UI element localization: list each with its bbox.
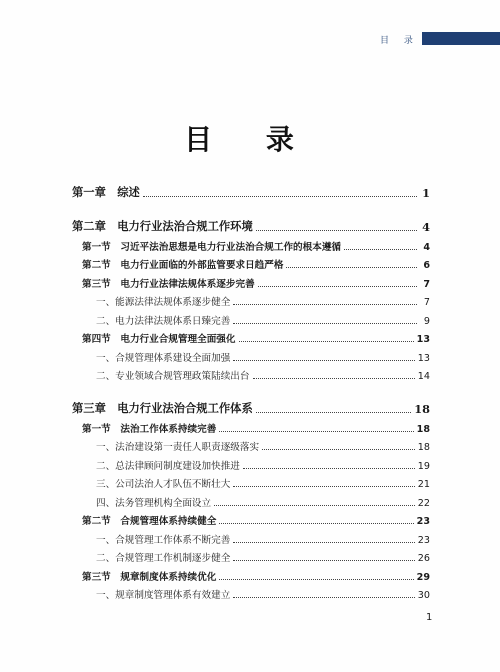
toc-entry-page: 7 xyxy=(423,278,430,290)
toc-entry-page: 19 xyxy=(417,460,430,472)
toc-subsection[interactable] xyxy=(72,453,430,472)
toc-leader-dots xyxy=(233,360,414,361)
page-number: 1 xyxy=(426,612,433,623)
toc-entry-page: 13 xyxy=(416,334,430,345)
toc-entry-page: 21 xyxy=(417,479,430,490)
toc-entry-title: 三、公司法治人才队伍不断壮大 xyxy=(96,479,231,490)
toc-entry-title: 第一章 综述 xyxy=(72,185,140,199)
toc-leader-dots xyxy=(219,523,413,524)
toc-subsection[interactable] xyxy=(72,290,430,309)
toc-leader-dots xyxy=(256,230,417,231)
toc-subsection[interactable] xyxy=(72,546,430,565)
toc-subsection[interactable] xyxy=(72,472,430,491)
toc-entry-title: 第一节 习近平法治思想是电力行业法治合规工作的根本遵循 xyxy=(82,241,342,253)
toc-entry-page: 30 xyxy=(417,590,430,601)
toc-entry-title: 二、专业领域合规管理政策陆续出台 xyxy=(96,371,250,382)
toc-entry-page: 6 xyxy=(423,260,430,271)
toc-leader-dots xyxy=(233,560,414,561)
toc-entry-page: 13 xyxy=(417,352,430,364)
toc-entry-page: 29 xyxy=(416,571,430,583)
toc-leader-dots xyxy=(258,286,417,287)
toc-section[interactable] xyxy=(72,271,430,290)
toc-entry-title: 第二节 电力行业面临的外部监管要求日趋严格 xyxy=(82,260,284,271)
toc-section[interactable] xyxy=(72,327,430,346)
toc-leader-dots xyxy=(214,505,415,506)
toc-entry-title: 一、合规管理体系建设全面加强 xyxy=(96,352,231,364)
toc-leader-dots xyxy=(344,249,417,250)
running-header: 目 录 xyxy=(380,36,419,46)
toc-leader-dots xyxy=(233,486,414,487)
toc-entry-title: 四、法务管理机构全面设立 xyxy=(96,497,212,509)
toc-leader-dots xyxy=(233,304,417,305)
toc-entry-title: 二、总法律顾问制度建设加快推进 xyxy=(96,460,240,472)
toc-entry-page: 14 xyxy=(417,371,430,382)
toc-leader-dots xyxy=(233,542,414,543)
toc-leader-dots xyxy=(233,323,417,324)
toc-leader-dots xyxy=(253,378,415,379)
toc-entry-page: 22 xyxy=(417,497,430,509)
toc-section[interactable] xyxy=(72,253,430,272)
toc-section[interactable] xyxy=(72,416,430,435)
toc-leader-dots xyxy=(286,267,417,268)
toc-entry-page: 7 xyxy=(423,297,430,308)
toc-entry-page: 4 xyxy=(422,220,430,234)
toc-leader-dots xyxy=(233,597,414,598)
toc-subsection[interactable] xyxy=(72,435,430,454)
toc-subsection[interactable] xyxy=(72,527,430,546)
toc-entry-title: 第二章 电力行业法治合规工作环境 xyxy=(72,219,253,233)
toc-entry-title: 第四节 电力行业合规管理全面强化 xyxy=(82,334,236,345)
toc-entry-page: 9 xyxy=(423,315,430,327)
toc-subsection[interactable] xyxy=(72,583,430,602)
toc-entry-page: 18 xyxy=(414,402,430,416)
toc-leader-dots xyxy=(143,196,417,197)
toc-entry-page: 23 xyxy=(416,516,430,527)
toc-entry-title: 一、规章制度管理体系有效建立 xyxy=(96,590,231,601)
toc-entry-title: 二、合规管理工作机制逐步健全 xyxy=(96,553,231,564)
toc-leader-dots xyxy=(239,341,414,342)
toc-subsection[interactable] xyxy=(72,345,430,364)
toc-entry-title: 第三节 规章制度体系持续优化 xyxy=(82,571,217,583)
toc-section[interactable] xyxy=(72,564,430,583)
toc-leader-dots xyxy=(262,449,415,450)
toc-subsection[interactable] xyxy=(72,364,430,383)
toc-subsection[interactable] xyxy=(72,490,430,509)
toc-leader-dots xyxy=(256,412,412,413)
toc-entry-title: 第三章 电力行业法治合规工作体系 xyxy=(72,401,253,415)
toc-subsection[interactable] xyxy=(72,308,430,327)
toc-chapter-3[interactable] xyxy=(72,396,430,416)
toc-leader-dots xyxy=(219,431,413,432)
toc-entry-title: 二、电力法律法规体系日臻完善 xyxy=(96,315,231,327)
toc-entry-page: 18 xyxy=(416,423,430,435)
toc-entry-title: 一、合规管理工作体系不断完善 xyxy=(96,534,231,546)
toc-entry-page: 26 xyxy=(417,553,430,564)
page-title: 目 录 xyxy=(184,123,316,156)
toc-section[interactable] xyxy=(72,234,430,253)
header-color-bar xyxy=(422,32,500,45)
toc-entry-page: 18 xyxy=(417,442,430,453)
toc-entry-page: 1 xyxy=(422,186,430,200)
toc-entry-title: 一、法治建设第一责任人职责逐级落实 xyxy=(96,442,260,453)
toc-chapter-1[interactable] xyxy=(72,180,430,200)
toc-chapter-2[interactable] xyxy=(72,214,430,234)
toc-entry-title: 第二节 合规管理体系持续健全 xyxy=(82,516,217,527)
toc-leader-dots xyxy=(243,468,415,469)
toc-entry-title: 一、能源法律法规体系逐步健全 xyxy=(96,297,231,308)
toc-entry-title: 第三节 电力行业法律法规体系逐步完善 xyxy=(82,278,255,290)
toc-entry-page: 23 xyxy=(417,534,430,546)
toc-entry-title: 第一节 法治工作体系持续完善 xyxy=(82,423,217,435)
toc-entry-page: 4 xyxy=(423,241,430,253)
toc-leader-dots xyxy=(219,579,413,580)
table-of-contents xyxy=(72,180,430,601)
toc-section[interactable] xyxy=(72,509,430,528)
